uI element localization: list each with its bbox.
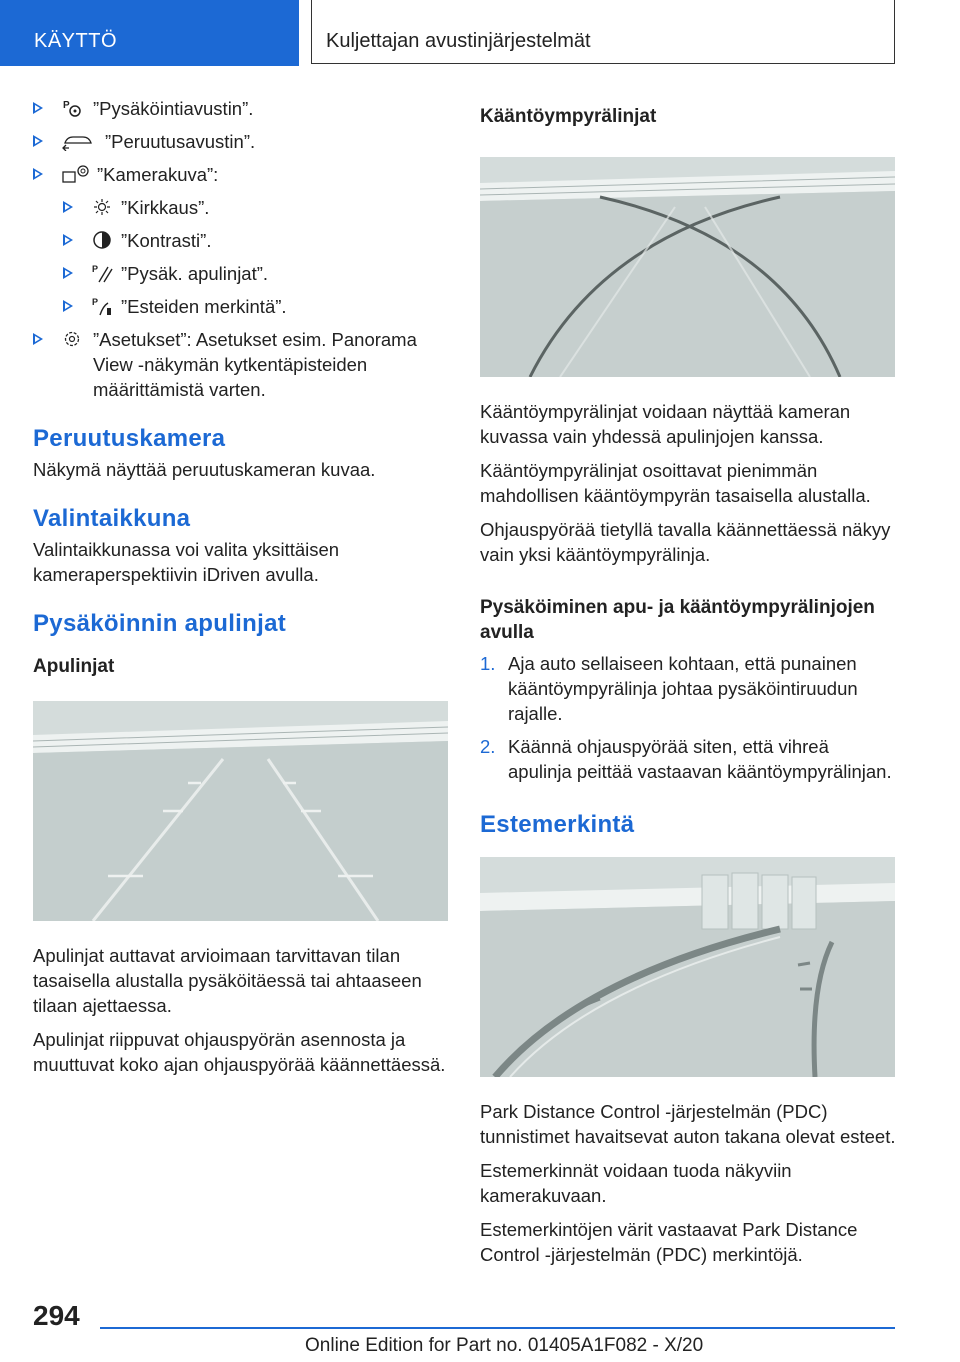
paragraph: Apulinjat auttavat arvioimaan tarvittavan tilan tasaisella alustalla pysäköitäessä tai ahtaaseen tilaan ajettaessa. <box>33 945 422 1016</box>
parking-lines-icon <box>91 263 113 283</box>
parking-assist-icon <box>61 98 83 118</box>
subheading-aux-lines: Apulinjat <box>33 656 115 677</box>
submenu-label: ”Esteiden merkintä”. <box>121 296 287 317</box>
paragraph: Kääntöympyrälinjat osoittavat pienimmän mahdollisen kääntöympyrän tasaisella alustalla. <box>480 460 871 506</box>
step-item <box>480 734 896 784</box>
svg-text:P: P <box>63 100 70 111</box>
bullet-triangle-icon <box>63 201 73 213</box>
svg-text:P: P <box>92 297 99 307</box>
menu-item-reversing-assist <box>33 129 449 154</box>
gear-icon <box>61 329 83 349</box>
paragraph: Estemerkintöjen värit vastaavat Park Distance Control -järjestelmän (PDC) merkintöjä. <box>480 1219 858 1265</box>
left-column <box>33 96 449 1086</box>
aux-lines-illustration <box>33 701 448 921</box>
menu-label: ”Kamerakuva”: <box>97 164 219 185</box>
camera-settings-icon <box>61 164 91 184</box>
section-title: KÄYTTÖ <box>34 30 118 52</box>
footer-edition: Online Edition for Part no. 01405A1F082 - X/20 <box>305 1335 704 1356</box>
menu-label: ”Pysäköintiavustin”. <box>93 98 254 119</box>
bullet-triangle-icon <box>63 267 73 279</box>
paragraph: Apulinjat riippuvat ohjauspyörän asennosta ja muuttuvat koko ajan ohjauspyörää käännettäessä. <box>33 1029 446 1075</box>
step-number: 2. <box>480 736 496 757</box>
menu-item-parking-assist <box>33 96 449 121</box>
brightness-icon <box>91 197 113 217</box>
submenu-label: ”Kirkkaus”. <box>121 197 210 218</box>
heading-parking-lines: Pysäköinnin apulinjat <box>33 610 287 637</box>
submenu-item-brightness <box>33 195 449 220</box>
chapter-header <box>311 0 895 64</box>
subheading-parking-with-lines: Pysäköiminen apu- ja kääntöympyrälinjojen avulla <box>480 597 875 643</box>
heading-selection-window: Valintaikkuna <box>33 505 191 532</box>
menu-item-settings <box>33 327 449 402</box>
step-item <box>480 651 896 726</box>
step-text: Aja auto sellaiseen kohtaan, että punainen kääntöympyrälinja johtaa pysäköintiruudun rajalle. <box>508 653 858 724</box>
paragraph: Valintaikkunassa voi valita yksittäisen kameraperspektiivin iDriven avulla. <box>33 539 340 585</box>
contrast-icon <box>91 230 113 250</box>
obstacle-marking-illustration <box>480 857 895 1077</box>
turning-circle-illustration <box>480 157 895 377</box>
submenu-item-parking-lines <box>33 261 449 286</box>
section-tab <box>0 0 299 66</box>
paragraph: Park Distance Control -järjestelmän (PDC) tunnistimet havaitsevat auton takana olevat esteet. <box>480 1101 896 1147</box>
bullet-triangle-icon <box>33 333 43 345</box>
submenu-item-obstacle-marking <box>33 294 449 319</box>
menu-item-camera <box>33 162 449 187</box>
right-column <box>480 102 896 1276</box>
svg-text:P: P <box>92 264 99 274</box>
paragraph: Ohjauspyörää tietyllä tavalla käännettäessä näkyy vain yksi kääntöympyrälinja. <box>480 519 891 565</box>
footer-divider <box>100 1327 895 1329</box>
page-number: 294 <box>33 1300 80 1331</box>
obstacle-marking-icon <box>91 296 113 316</box>
submenu-label: ”Pysäk. apulinjat”. <box>121 263 269 284</box>
heading-reversing-camera: Peruutuskamera <box>33 425 226 452</box>
bullet-triangle-icon <box>33 135 43 147</box>
bullet-triangle-icon <box>63 234 73 246</box>
subheading-turning-circle: Kääntöympyrälinjat <box>480 106 657 127</box>
chapter-title: Kuljettajan avustinjärjestelmät <box>326 30 591 52</box>
submenu-item-contrast <box>33 228 449 253</box>
bullet-triangle-icon <box>33 102 43 114</box>
bullet-triangle-icon <box>63 300 73 312</box>
paragraph: Kääntöympyrälinjat voidaan näyttää kameran kuvassa vain yhdessä apulinjojen kanssa. <box>480 401 851 447</box>
heading-obstacle-marking: Estemerkintä <box>480 811 635 838</box>
paragraph: Näkymä näyttää peruutuskameran kuvaa. <box>33 459 376 480</box>
step-text: Käännä ohjauspyörää siten, että vihreä apulinja peittää vastaavan kääntöympyrälinjan. <box>508 736 892 782</box>
step-number: 1. <box>480 653 496 674</box>
reversing-assist-icon <box>61 131 95 151</box>
menu-label: ”Peruutusavustin”. <box>105 131 256 152</box>
submenu-label: ”Kontrasti”. <box>121 230 212 251</box>
bullet-triangle-icon <box>33 168 43 180</box>
settings-text: ”Asetukset”: Asetukset esim. Panorama View -näkymän kytkentäpisteiden määrittämistä varten. <box>93 329 417 400</box>
paragraph: Estemerkinnät voidaan tuoda näkyviin kamerakuvaan. <box>480 1160 792 1206</box>
